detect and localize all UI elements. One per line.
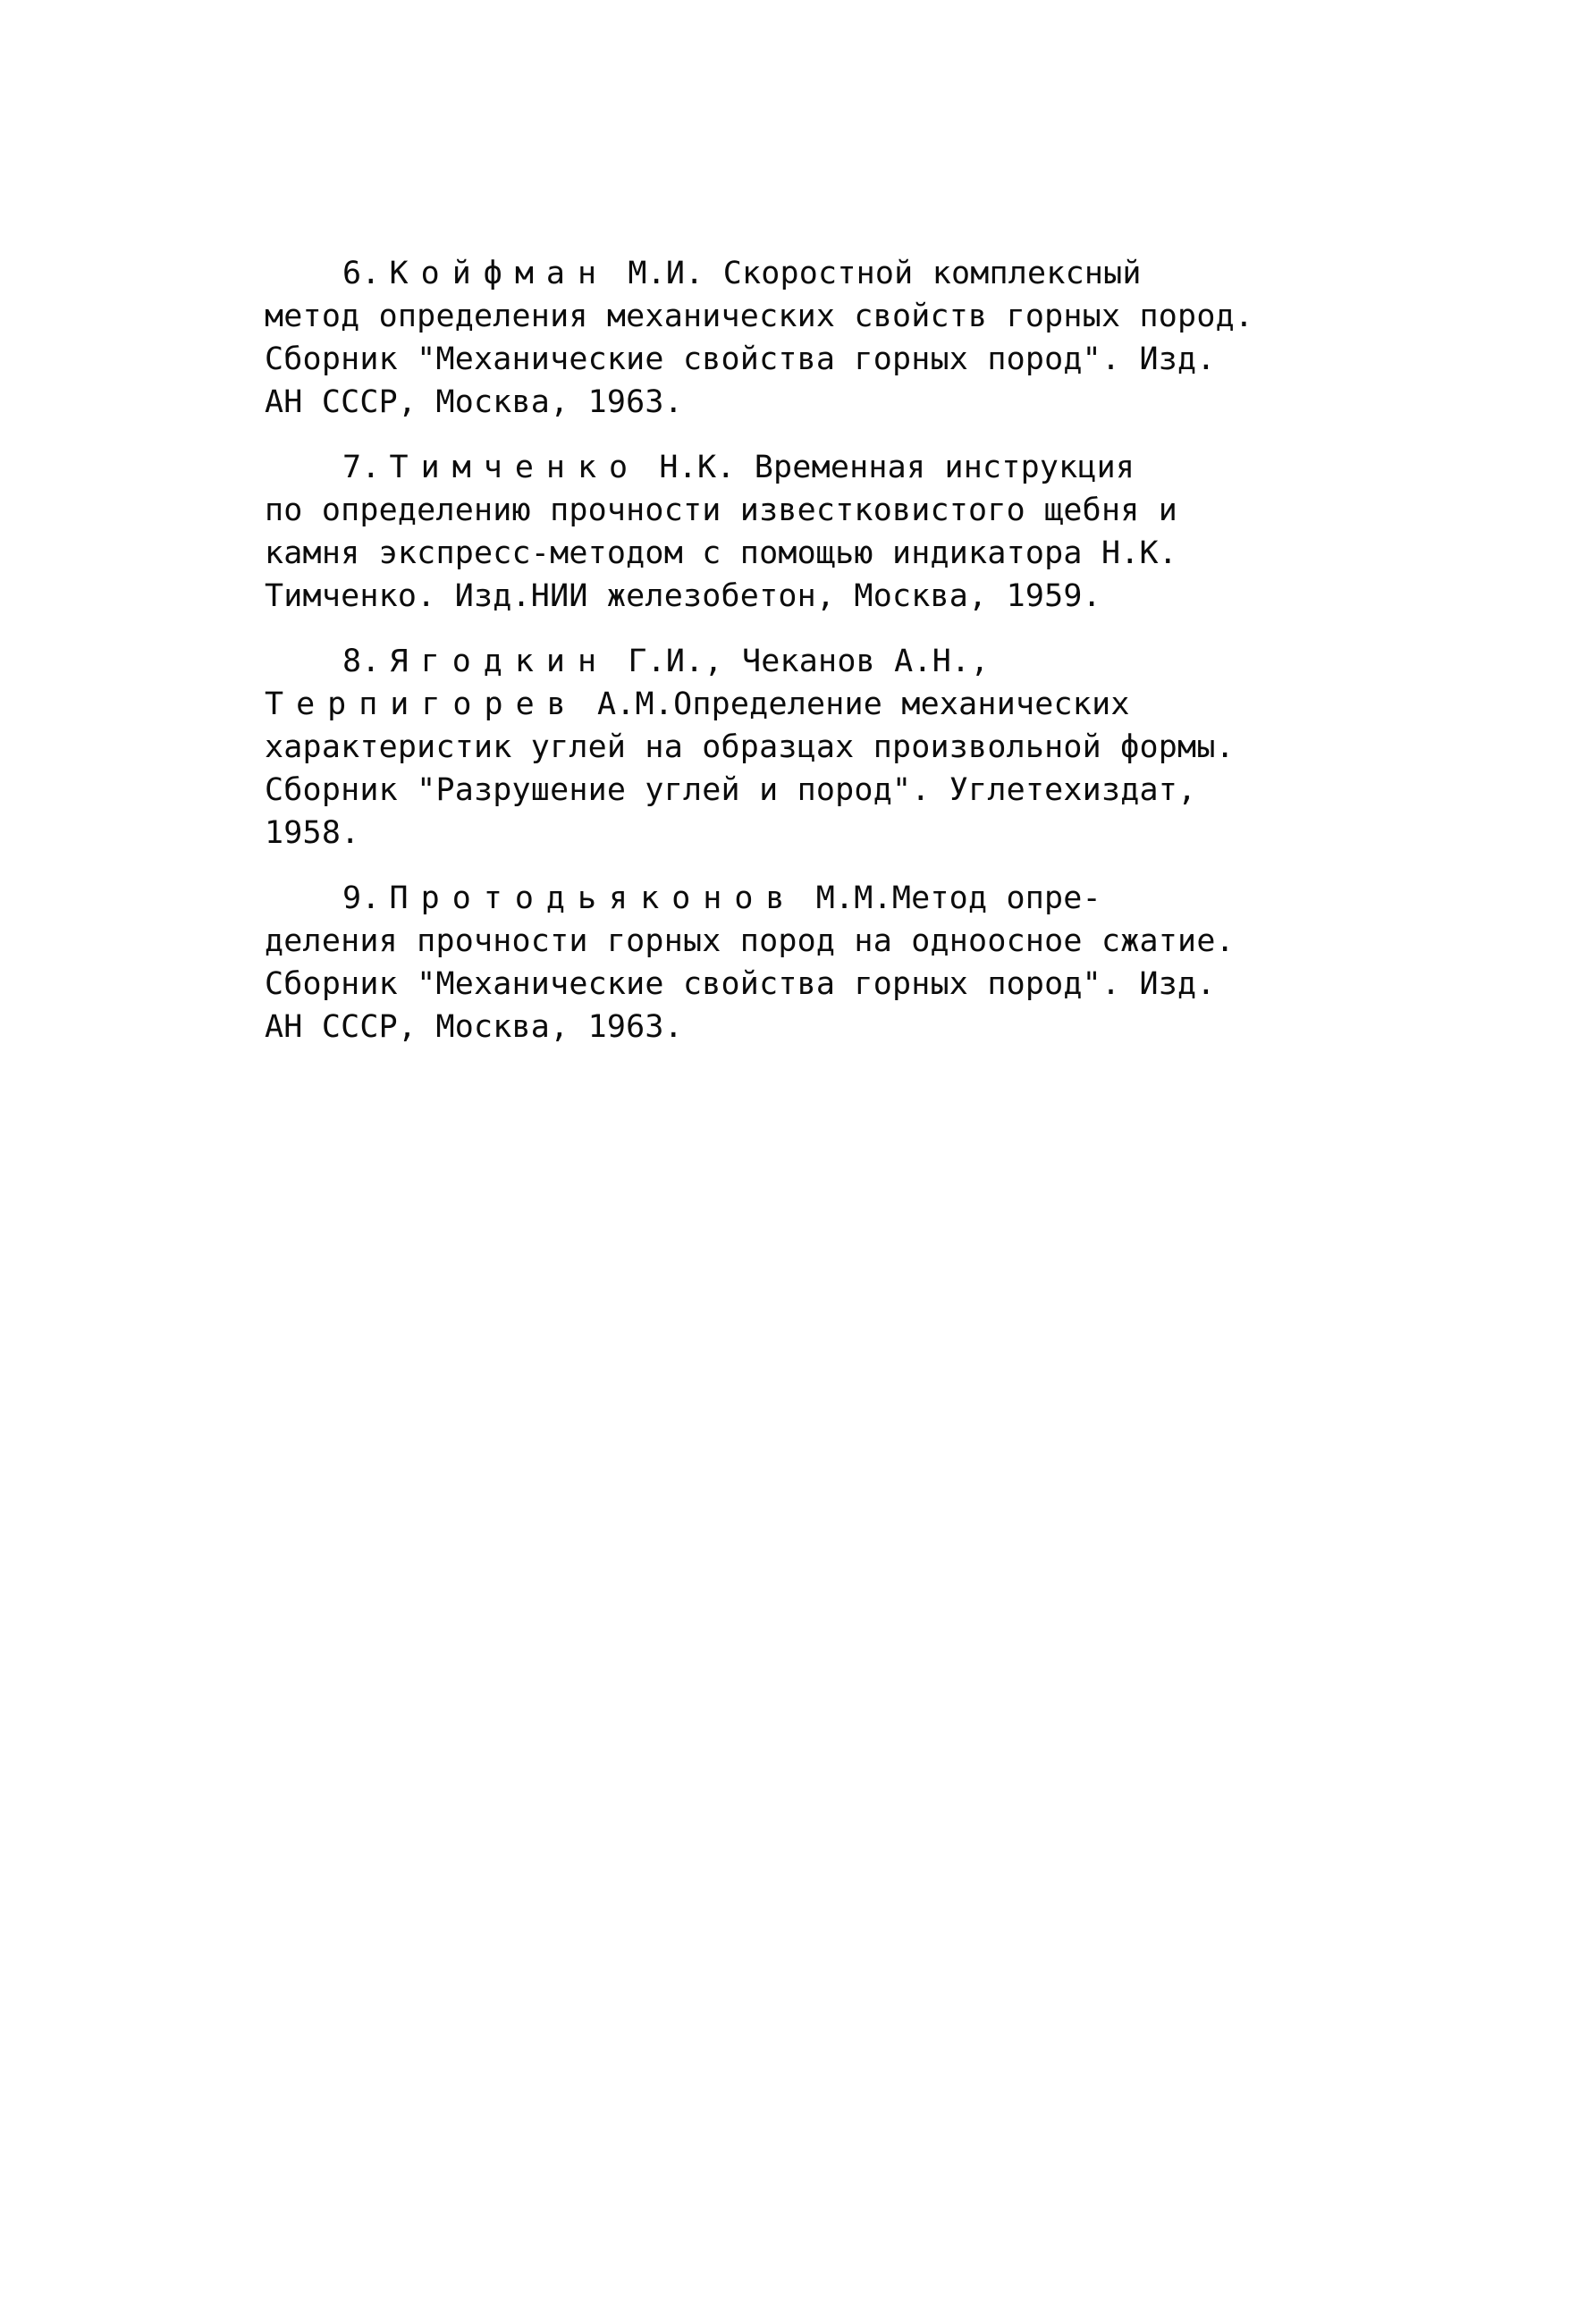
reference-title-start: А.М.Определение механических [597,686,1130,722]
reference-line: камня экспресс-методом с помощью индикатора Н.К. [265,535,1178,571]
reference-number: 7. [342,450,381,485]
reference-line: Сборник "Механические свойства горных пород". Изд. [265,341,1216,377]
reference-number: 9. [342,880,381,916]
reference-list [265,252,1337,1071]
reference-first-line [265,252,1337,295]
reference-title-start: Н.К. Временная инструкция [659,450,1135,485]
reference-item-7 [265,446,1337,618]
reference-line: деления прочности горных пород на одноосное сжатие. [265,923,1235,959]
reference-author: Терпигорев [265,686,578,722]
reference-line: метод определения механических свойств горных пород. [265,299,1254,334]
reference-item-6 [265,252,1337,424]
reference-first-line [265,640,1337,683]
reference-title-start: М.М.Метод опре- [815,880,1101,916]
reference-line: АН СССР, Москва, 1963. [265,1009,683,1045]
reference-line: Сборник "Разрушение углей и пород". Углетехиздат, [265,772,1197,808]
reference-coauthors: Г.И., Чеканов А.Н., [628,644,990,679]
reference-line: АН СССР, Москва, 1963. [265,384,683,420]
reference-item-9 [265,877,1337,1048]
reference-line: по определению прочности известковистого щебня и [265,493,1178,528]
reference-line: Тимченко. Изд.НИИ железобетон, Москва, 1959. [265,578,1101,614]
reference-line: Сборник "Механические свойства горных пород". Изд. [265,966,1216,1002]
reference-second-line [265,683,1337,726]
reference-line: характеристик углей на образцах произвольной формы. [265,729,1235,765]
reference-first-line [265,877,1337,920]
reference-first-line [265,446,1337,489]
reference-author: Койфман [389,256,610,291]
reference-author: Ягодкин [389,644,610,679]
reference-author: Тимченко [389,450,641,485]
reference-number: 8. [342,644,381,679]
reference-title-start: М.И. Скоростной комплексный [628,256,1142,291]
reference-item-8 [265,640,1337,855]
reference-number: 6. [342,256,381,291]
reference-author: Протодьяконов [389,880,797,916]
reference-line: 1958. [265,815,360,851]
